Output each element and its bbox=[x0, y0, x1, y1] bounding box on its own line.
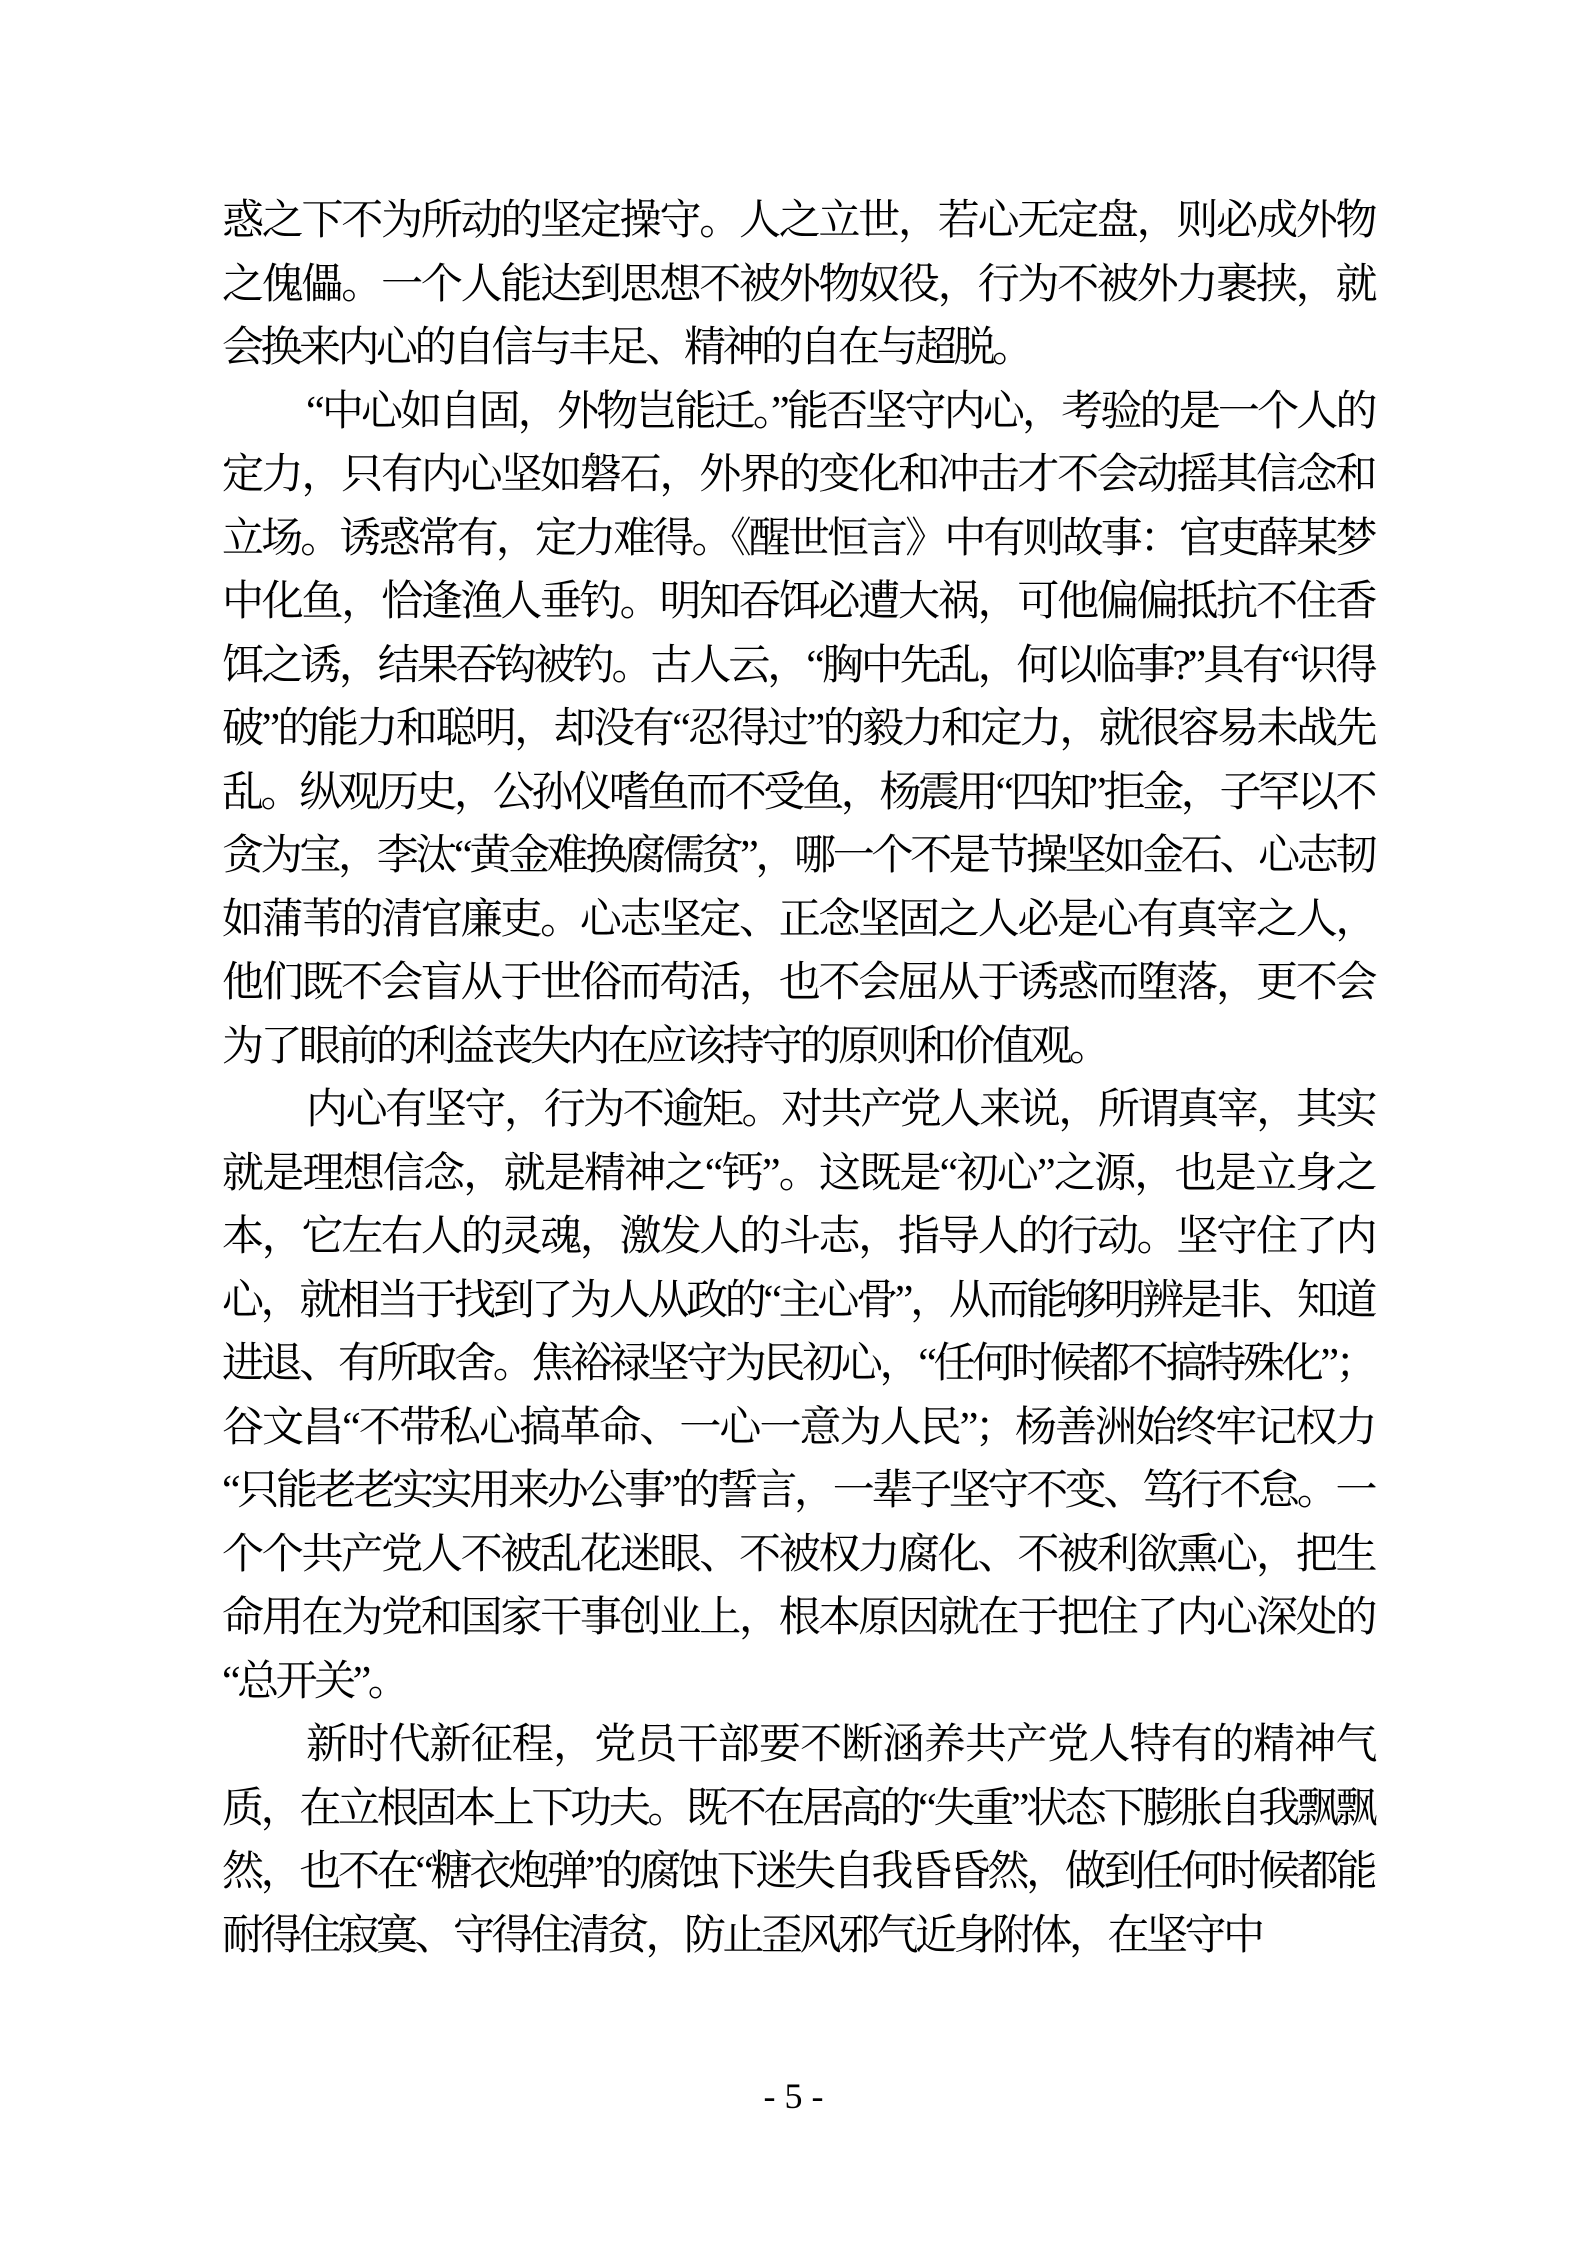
paragraph-continuation: 惑之下不为所动的坚定操守。人之立世，若心无定盘，则必成外物之傀儡。一个人能达到思想不被外物奴役，行为不被外力裹挟，就会换来内心的自信与丰足、精神的自在与超脱。 bbox=[222, 198, 1374, 371]
paragraph-new-era: 新时代新征程，党员干部要不断涵养共产党人特有的精神气质，在立根固本上下功夫。既不在居高的“失重”状态下膨胀自我飘飘然，也不在“糖衣炮弹”的腐蚀下迷失自我昏昏然，做到任何时候都能耐得住寂寞、守得住清贫，防止歪风邪气近身附体，在坚守中 bbox=[222, 1722, 1374, 1959]
paragraph-inner-fortitude: “中心如自固，外物岂能迁。”能否坚守内心，考验的是一个人的定力，只有内心坚如磐石，外界的变化和冲击才不会动摇其信念和立场。诱惑常有，定力难得。《醒世恒言》中有则故事：官吏薛某梦中化鱼，恰逢渔人垂钓。明知吞饵必遭大祸，可他偏偏抵抗不住香饵之诱，结果吞钩被钓。古人云，“胸中先乱，何以临事?”具有“识得破”的能力和聪明，却没有“忍得过”的毅力和定力，就很容易未战先乱。纵观历史，公孙仪嗜鱼而不受鱼，杨震用“四知”拒金，子罕以不贪为宝，李汰“黄金难换腐儒贫”，哪一个不是节操坚如金石、心志韧如蒲苇的清官廉吏。心志坚定、正念坚固之人必是心有真宰之人，他们既不会盲从于世俗而苟活，也不会屈从于诱惑而堕落，更不会为了眼前的利益丧失内在应该持守的原则和价值观。 bbox=[222, 388, 1374, 1070]
paragraph-ideals-and-beliefs: 内心有坚守，行为不逾矩。对共产党人来说，所谓真宰，其实就是理想信念，就是精神之“钙”。这既是“初心”之源，也是立身之本，它左右人的灵魂，激发人的斗志，指导人的行动。坚守住了内心，就相当于找到了为人从政的“主心骨”，从而能够明辨是非、知道进退、有所取舍。焦裕禄坚守为民初心，“任何时候都不搞特殊化”；谷文昌“不带私心搞革命、一心一意为人民”；杨善洲始终牢记权力“只能老老实实用来办公事”的誓言，一辈子坚守不变、笃行不怠。一个个共产党人不被乱花迷眼、不被权力腐化、不被利欲熏心，把生命用在为党和国家干事创业上，根本原因就在于把住了内心深处的“总开关”。 bbox=[222, 1087, 1374, 1705]
document-body bbox=[222, 190, 1374, 1968]
page-number: - 5 - bbox=[763, 2076, 824, 2116]
